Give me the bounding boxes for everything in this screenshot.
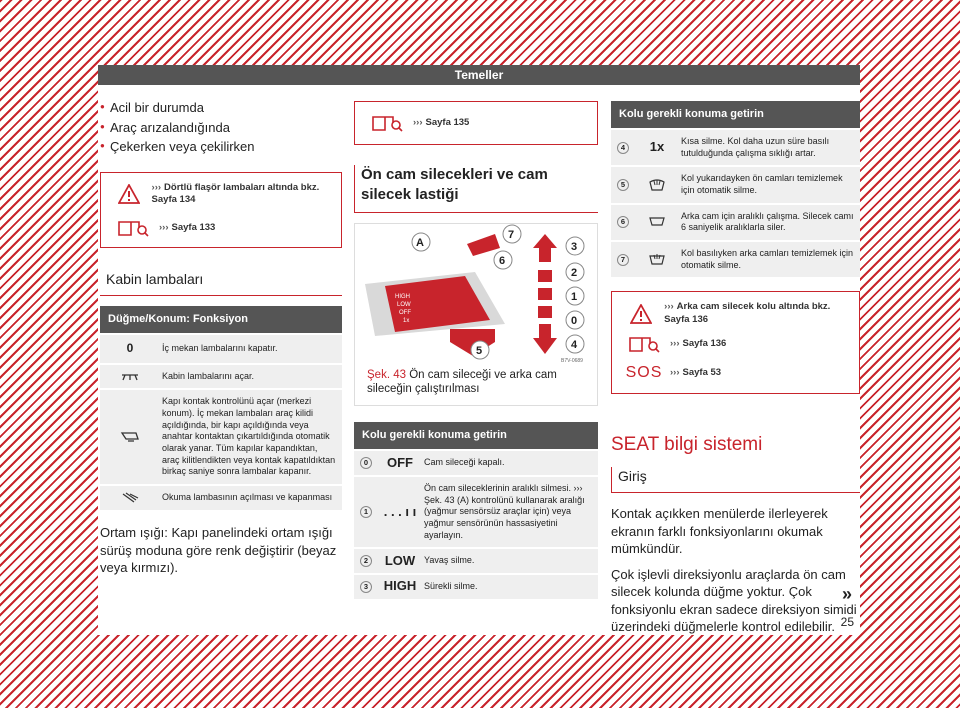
table-row: 1 . . . ı ı Ön cam sileceklerinin aralıklı silmesi. ››› Şek. 43 (A) kontrolünü kullanarak aralığı (yağmur sensörsüz araçlar için) veya yağmur sensörünün hassasiyetini ayarlayın.: [354, 477, 598, 547]
book-icon: [107, 218, 159, 238]
row-number: 1: [360, 506, 372, 518]
figure-caption: Şek. 43 Ön cam sileceği ve arka cam sileceğin çalıştırılması: [367, 368, 557, 396]
table-row: 2 LOW Yavaş silme.: [354, 549, 598, 573]
table: [354, 422, 598, 598]
row-number: 4: [617, 142, 629, 154]
column-2: [354, 85, 598, 599]
table: [611, 101, 860, 277]
note-row: ››› Sayfa 135: [361, 113, 591, 133]
note-row: ››› Arka cam silecek kolu altında bkz. Sayfa 136: [618, 301, 853, 326]
lever-label: LOW: [397, 301, 411, 308]
rear-washer-icon: [635, 253, 679, 267]
lamp-on-icon: [100, 366, 160, 388]
label-A: A: [416, 236, 424, 249]
row-number: 5: [617, 179, 629, 191]
column-1: [100, 85, 342, 577]
subsection-heading: Giriş: [611, 467, 860, 493]
note-text[interactable]: Sayfa 136: [682, 337, 727, 349]
column-3: [611, 85, 860, 636]
section-heading: Ön cam silecekleri ve cam silecek lastiği: [354, 165, 598, 213]
bullet-item: ● Acil bir durumda: [100, 99, 342, 117]
table-row: 7 Kol basılıyken arka camları temizlemek için otomatik silme.: [611, 242, 860, 277]
table-row: 3 HIGH Sürekli silme.: [354, 575, 598, 599]
table-row: Kabin lambalarını açar.: [100, 365, 342, 389]
warning-icon: [618, 304, 664, 324]
label-2: 2: [571, 266, 578, 279]
interval-symbol: . . . ı ı: [383, 503, 417, 519]
washer-icon: [635, 178, 679, 192]
high-symbol: HIGH: [383, 578, 417, 594]
low-symbol: LOW: [384, 552, 416, 568]
note-row: SOS ››› Sayfa 53: [618, 362, 853, 384]
note-text[interactable]: Dörtlü flaşör lambaları altında bkz. Sayfa 134: [151, 181, 320, 205]
warning-icon: [107, 184, 152, 204]
note-text[interactable]: Sayfa 135: [425, 116, 470, 128]
row-number: 6: [617, 216, 629, 228]
label-0: 0: [571, 314, 578, 327]
body-text: Kontak açıkken menülerde ilerleyerek ekranın farklı fonksiyonlarını okumak mümkündür.: [611, 506, 828, 557]
label-4: 4: [571, 338, 578, 351]
bullet-item: ● Çekerken veya çekilirken: [100, 138, 342, 156]
wiper-lever-illustration: [355, 224, 595, 364]
note-box: [100, 172, 342, 249]
single-wipe-symbol: 1x: [649, 139, 665, 155]
row-number: 2: [360, 555, 372, 567]
off-symbol: OFF: [387, 454, 413, 470]
body-text: Çok işlevli direksiyonlu araçlarda ön cam silecek kolunda düğme yoktur. Çok fonksiyonlu ekran sadece direksiyon simidi üzerindeki düğmelerle kontrol edilebilir.: [611, 566, 857, 635]
note-text[interactable]: Sayfa 53: [682, 366, 722, 378]
section-heading: SEAT bilgi sistemi: [611, 433, 763, 455]
table: [100, 306, 342, 510]
label-3: 3: [571, 240, 578, 253]
book-icon: [361, 113, 413, 133]
figure: [354, 223, 598, 407]
section-heading: Kabin lambaları: [100, 270, 342, 296]
lever-label: HIGH: [395, 293, 410, 300]
table-header: Kolu gerekli konuma getirin: [354, 422, 598, 449]
sos-icon: SOS: [625, 364, 663, 382]
table-header: Kolu gerekli konuma getirin: [611, 101, 860, 128]
note-text[interactable]: Arka cam silecek kolu altında bkz. Sayfa 136: [664, 301, 831, 325]
bullet-list: [100, 99, 342, 156]
bullet-item: ● Araç arızalandığında: [100, 119, 342, 137]
book-icon: [618, 334, 670, 354]
lever-label: 1x: [403, 317, 410, 324]
reading-lamp-icon: [100, 486, 160, 510]
table-row: 0 İç mekan lambalarını kapatır.: [100, 335, 342, 363]
note-row: ››› Sayfa 133: [107, 218, 335, 238]
page: [98, 65, 860, 635]
page-number: 25: [840, 615, 854, 629]
label-1: 1: [571, 290, 578, 303]
lever-label: OFF: [399, 309, 411, 316]
row-number: 0: [360, 457, 372, 469]
table-row: 5 Kol yukarıdayken ön camları temizlemek için otomatik silme.: [611, 167, 860, 202]
label-5: 5: [476, 344, 483, 357]
body-text: Ortam ışığı: Kapı panelindeki ortam ışığı sürüş moduna göre renk değiştirir (beyaz veya kırmızı).: [100, 525, 337, 576]
page-header: Temeller: [98, 65, 860, 85]
table-row: 0 OFF Cam sileceği kapalı.: [354, 451, 598, 475]
rear-wiper-icon: [635, 215, 679, 229]
row-number: 3: [360, 581, 372, 593]
note-box: [354, 101, 598, 145]
row-number: 7: [617, 254, 629, 266]
continue-marker: »: [841, 584, 852, 604]
figure-code: B7V-0689: [561, 357, 583, 364]
note-row: ››› Dörtlü flaşör lambaları altında bkz. Sayfa 134: [107, 182, 335, 207]
label-7: 7: [508, 228, 515, 241]
door-icon: [100, 425, 160, 449]
figure-ref[interactable]: Şek. 43: [367, 368, 406, 381]
table-row: 6 Arka cam için aralıklı çalışma. Silecek camı 6 saniyelik aralıklarla siler.: [611, 205, 860, 240]
zero-symbol: 0: [126, 341, 134, 356]
table-row: 4 1x Kısa silme. Kol daha uzun süre basılı tutulduğunda çalışma sıklığı artar.: [611, 130, 860, 165]
table-row: Okuma lambasının açılması ve kapanması: [100, 486, 342, 510]
label-6: 6: [499, 254, 506, 267]
table-header: Düğme/Konum: Fonksiyon: [100, 306, 342, 333]
note-row: ››› Sayfa 136: [618, 334, 853, 354]
table-row: Kapı kontak kontrolünü açar (merkezi konum). İç mekan lambaları araç kilidi açıldığında, bir kapı açıldığında veya anahtar kontaktan çıkartıldığında otomatik olarak yanar. Tüm kapılar kapandıktan, araç kilitlendikten veya kontak kapatıldıktan birkaç saniye sonra lambalar kapanır.: [100, 390, 342, 484]
note-text[interactable]: Sayfa 133: [171, 222, 216, 234]
note-box: [611, 291, 860, 393]
